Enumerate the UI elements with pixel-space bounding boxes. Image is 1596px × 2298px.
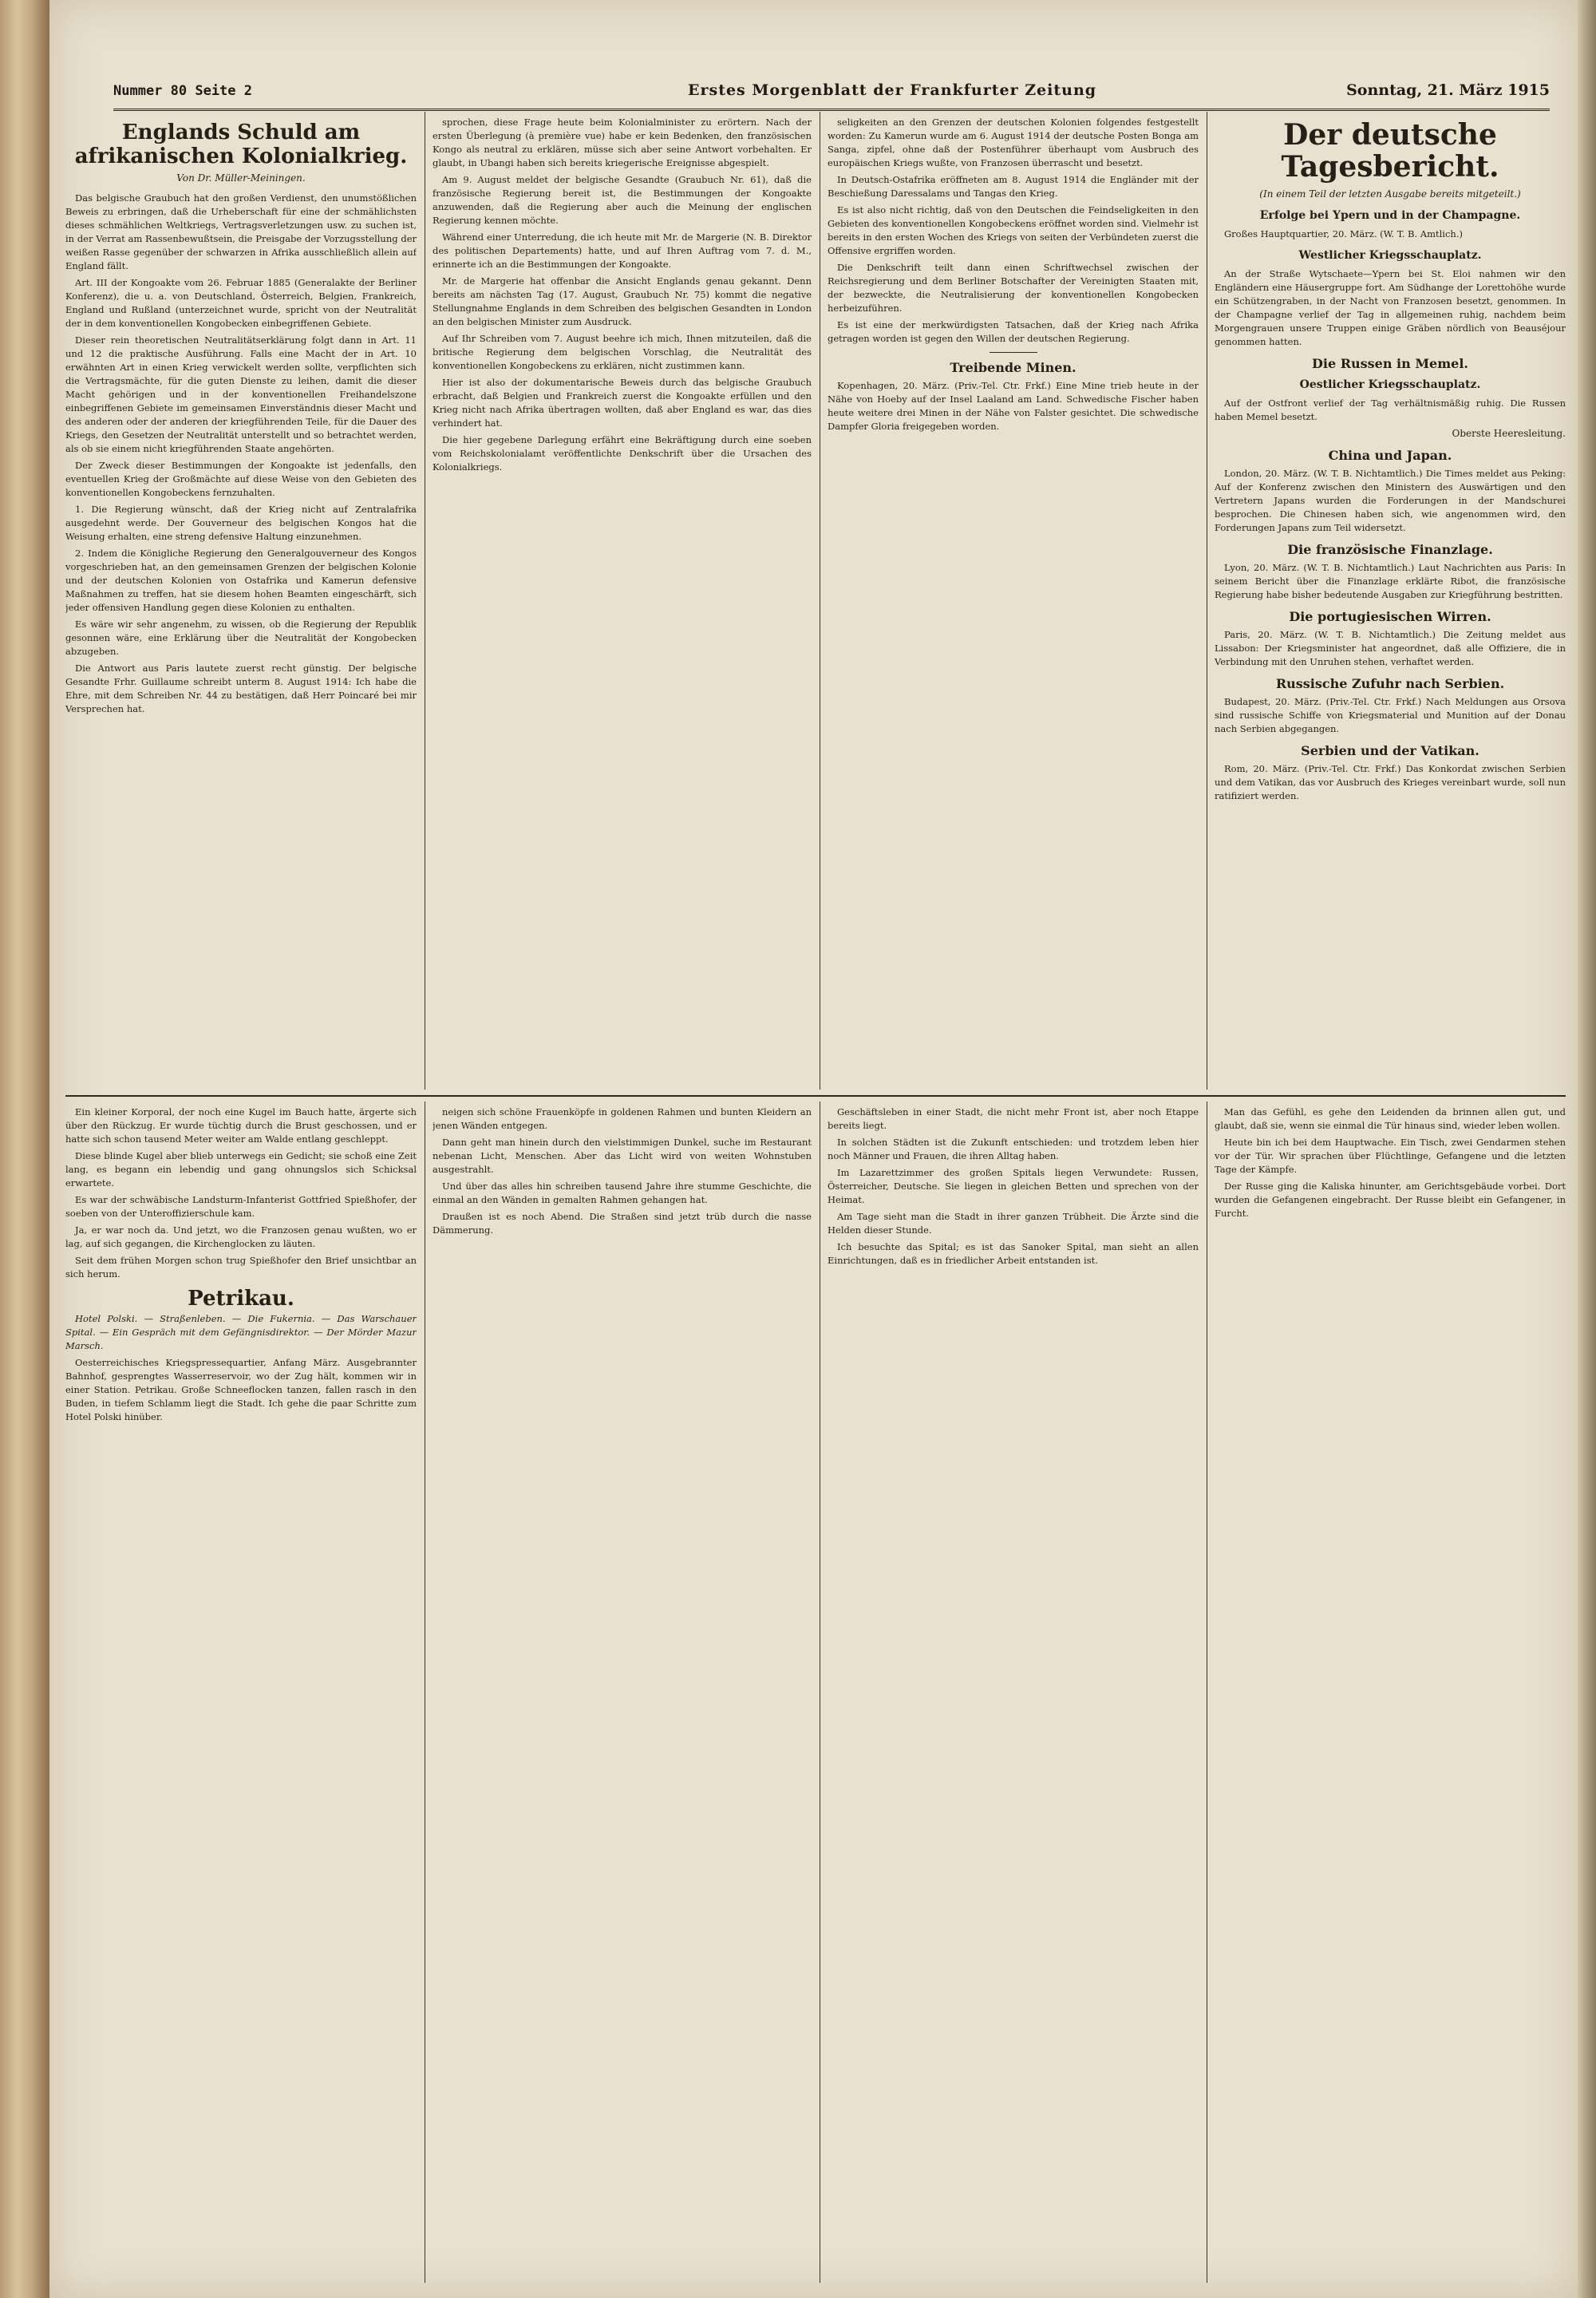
paragraph: Hier ist also der dokumentarische Beweis durch das belgische Graubuch erbracht, daß Belgien und Frankreich zuerst die Kongoakte erfüllen und den Krieg nicht nach Afrika übertragen wollten, daß aber England es war, das dies verhindert hat. — [433, 377, 812, 429]
signature: Oberste Heeresleitung. — [1452, 428, 1566, 439]
paragraph: Auf Ihr Schreiben vom 7. August beehre ich mich, Ihnen mitzuteilen, daß die britische Regierung dem belgischen Vorschlag, die Neutralität des konventionellen Kongobeckens zu erklären, nicht zustimmen kann. — [433, 333, 812, 371]
paragraph: Die Antwort aus Paris lautete zuerst recht günstig. Der belgische Gesandte Frhr. Guillaume schreibt unterm 8. August 1914: Ich habe die Ehre, mit dem Schreiben Nr. 44 zu bestätigen, daß Herr Poincaré bei mir Versprechen hat. — [65, 663, 417, 714]
feuilleton-column-1 — [65, 1105, 417, 2279]
newspaper-page — [49, 0, 1578, 2298]
subheading-portugal: Die portugiesischen Wirren. — [1289, 609, 1491, 624]
paragraph: Die hier gegebene Darlegung erfährt eine Bekräftigung durch eine soeben vom Reichskolonialamt veröffentlichte Denkschrift über die Ursachen des Kolonialkriegs. — [433, 434, 812, 473]
paragraph: Kopenhagen, 20. März. (Priv.-Tel. Ctr. Frkf.) Eine Mine trieb heute in der Nähe von Hoeby auf der Insel Laaland am Land. Schwedische Fischer haben heute weitere drei Minen in der Nähe von Falster gesichtet. Die schwedische Dampfer Gloria freigegeben worden. — [828, 380, 1199, 432]
paragraph: Heute bin ich bei dem Hauptwache. Ein Tisch, zwei Gendarmen stehen vor der Tür. Wir sprachen über Flüchtlinge, Gefangene und die letzten Tage der Kämpfe. — [1215, 1137, 1566, 1175]
paragraph: Man das Gefühl, es gehe den Leidenden da brinnen allen gut, und glaubt, daß sie, wenn sie einmal die Tür hinaus sind, wieder leben wollen. — [1215, 1106, 1566, 1131]
feuilleton-column-3 — [828, 1105, 1199, 2279]
subheading-memel: Die Russen in Memel. — [1312, 356, 1468, 371]
paragraph: Während einer Unterredung, die ich heute mit Mr. de Margerie (N. B. Direktor des politischen Departements) hatte, und auf Ihren Auftrag vom 7. d. M., erinnerte ich an die Bestimmungen der Kongoakte. — [433, 231, 812, 270]
feuilleton-column-2 — [433, 1105, 812, 2279]
book-binding-edge — [0, 0, 51, 2298]
feuilleton-summary: Hotel Polski. — Straßenleben. — Die Fukernia. — Das Warschauer Spital. — Ein Gespräch mit dem Gefängnisdirektor. — Der Mörder Mazur Marsch. — [65, 1313, 417, 1351]
paragraph: Diese blinde Kugel aber blieb unterwegs ein Gedicht; sie schoß eine Zeit lang, es begann ein lebendig und gang ohnungslos sich Schicksal erwartete. — [65, 1150, 417, 1189]
paragraph: Es wäre wir sehr angenehm, zu wissen, ob die Regierung der Republik gesonnen wäre, eine Erklärung über die Neutralität der Kongobecken abzugeben. — [65, 619, 417, 657]
section-divider — [65, 1095, 1566, 1097]
paragraph: Dieser rein theoretischen Neutralitätserklärung folgt dann in Art. 11 und 12 die praktische Ausführung. Falls eine Macht der in Art. 10 erwähnten Art in einen Krieg verwickelt werden sollte, verpflichten sich die Vertragsmächte, für die guten Dienste zu leihen, damit die dieser Macht gehörigen und in der konventionellen Freihandelszone einbegriffenen Gebiete im gemeinsamen Einverständnis dieser Macht und des anderen oder der anderen der kriegführenden Teile, für die Dauer des Kriegs, den Gesetzen der Neutralität unterstellt und so betrachtet werden, als ob sie einem nicht kriegführenden Staate angehörten. — [65, 334, 417, 454]
paragraph: Ja, er war noch da. Und jetzt, wo die Franzosen genau wußten, wo er lag, auf sich gegangen, die Kirchenglocken zu läuten. — [65, 1224, 417, 1249]
article-tagesbericht — [1215, 116, 1566, 1090]
paragraph: Geschäftsleben in einer Stadt, die nicht mehr Front ist, aber noch Etappe bereits liegt. — [828, 1106, 1199, 1131]
issue-date: Sonntag, 21. März 1915 — [1346, 81, 1550, 99]
paragraph: neigen sich schöne Frauenköpfe in goldenen Rahmen und bunten Kleidern an jenen Wänden entgegen. — [433, 1106, 812, 1131]
paragraph: Dann geht man hinein durch den vielstimmigen Dunkel, suche im Restaurant nebenan Licht, Menschen. Aber das Licht wird von weiten Wohnstuben ausgestrahlt. — [433, 1137, 812, 1175]
paragraph: sprochen, diese Frage heute beim Kolonialminister zu erörtern. Nach der ersten Überlegung (à première vue) habe er kein Bedenken, den französischen Kongo als neutral zu erklären, müsse sich aber seine Antwort vorbehalten. Er glaubt, in Ubangi haben sich bereits kriegerische Ereignisse abgespielt. — [433, 117, 812, 168]
article-continuation — [433, 116, 812, 1090]
paragraph: Der Russe ging die Kaliska hinunter, am Gerichtsgebäude vorbei. Dort wurden die Gefangenen eingebracht. Der Russe bleibt ein Gefangener, in Furcht. — [1215, 1181, 1566, 1219]
subheading-vatikan: Serbien und der Vatikan. — [1301, 743, 1479, 758]
feuilleton-title: Petrikau. — [188, 1287, 294, 1311]
paragraph: Auf der Ostfront verlief der Tag verhältnismäßig ruhig. Die Russen haben Memel besetzt. — [1215, 398, 1566, 422]
paragraph: Oesterreichisches Kriegspressequartier, Anfang März. Ausgebrannter Bahnhof, gesprengtes Wasserreservoir, wo der Zug hält, kommen wir in einer Station. Petrikau. Große Schneeflocken tanzen, fallen rasch in den Buden, in tiefem Schlamm liegt die Stadt. Ich gehe die paar Schritte zum Hotel Polski hinüber. — [65, 1357, 417, 1422]
paragraph: Es ist eine der merkwürdigsten Tatsachen, daß der Krieg nach Afrika getragen worden ist gegen den Willen der deutschen Regierung. — [828, 319, 1199, 344]
paragraph: Am 9. August meldet der belgische Gesandte (Graubuch Nr. 61), daß die französische Regierung bereit ist, die Bestimmungen der Kongoakte anzuwenden, daß die Regierung aber auch die Meinung der englischen Regierung kennen möchte. — [433, 174, 812, 226]
article-continuation-2 — [828, 116, 1199, 1090]
article-title: Englands Schuld am afrikanischen Kolonialkrieg. — [74, 121, 408, 168]
adjacent-page-edge — [1578, 0, 1596, 2298]
article-englands-schuld — [65, 116, 417, 1090]
newspaper-name: Erstes Morgenblatt der Frankfurter Zeitung — [688, 81, 1097, 99]
feuilleton-column-4 — [1215, 1105, 1566, 2279]
paragraph: Im Lazarettzimmer des großen Spitals liegen Verwundete: Russen, Österreicher, Deutsche. Sie liegen in gleichen Betten und sprechen von der Heimat. — [828, 1167, 1199, 1205]
subheading-finance: Die französische Finanzlage. — [1287, 542, 1493, 557]
masthead — [113, 80, 1550, 111]
section-title-minen: Treibende Minen. — [950, 360, 1077, 375]
paragraph: seligkeiten an den Grenzen der deutschen Kolonien folgendes festgestellt worden: Zu Kamerun wurde am 6. August 1914 der deutsche Posten Bonga am Sanga, zipfel, ohne daß der Postenführer überhaupt vom Ausbruch des europäischen Kriegs wußte, von Franzosen überrascht und besetzt. — [828, 117, 1199, 168]
paragraph: London, 20. März. (W. T. B. Nichtamtlich.) Die Times meldet aus Peking: Auf der Konferenz zwischen den Ministern des Auswärtigen und den Vertretern Japans wurden die Forderungen in der Mandschurei besprochen. Die Chinesen haben sich, wie angenommen wird, den Forderungen Japans zum Teil widersetzt. — [1215, 468, 1566, 533]
paragraph: Mr. de Margerie hat offenbar die Ansicht Englands genau gekannt. Denn bereits am nächsten Tag (17. August, Graubuch Nr. 75) kommt die negative Stellungnahme Englands in dem Schreiben des belgischen Gesandten in London an den belgischen Minister zum Ausdruck. — [433, 275, 812, 327]
paragraph: In Deutsch-Ostafrika eröffneten am 8. August 1914 die Engländer mit der Beschießung Daressalams und Tangas den Krieg. — [828, 174, 1199, 199]
paragraph: Großes Hauptquartier, 20. März. (W. T. B. Amtlich.) — [1224, 228, 1463, 239]
paragraph: Draußen ist es noch Abend. Die Straßen sind jetzt trüb durch die nasse Dämmerung. — [433, 1211, 812, 1236]
paragraph: Seit dem frühen Morgen schon trug Spießhofer den Brief unsichtbar an sich herum. — [65, 1255, 417, 1280]
article-note: (In einem Teil der letzten Ausgabe bereits mitgeteilt.) — [1259, 188, 1521, 200]
paragraph: Budapest, 20. März. (Priv.-Tel. Ctr. Frkf.) Nach Meldungen aus Orsova sind russische Schiffe von Kriegsmaterial und Munition auf der Donau nach Serbien abgegangen. — [1215, 696, 1566, 734]
subheading-china: China und Japan. — [1328, 448, 1452, 463]
paragraph: Ich besuchte das Spital; es ist das Sanoker Spital, man sieht an allen Einrichtungen, daß es in friedlicher Arbeit entstanden ist. — [828, 1241, 1199, 1266]
paragraph: Und über das alles hin schreiben tausend Jahre ihre stumme Geschichte, die einmal an den Wänden in gemalten Rahmen gehangen hat. — [433, 1181, 812, 1205]
paragraph: An der Straße Wytschaete—Ypern bei St. Eloi nahmen wir den Engländern eine Häusergruppe fort. Am Südhange der Lorettohöhe wurde ein Schützengraben, in der Nacht von Franzosen besetzt, genommen. In der Champagne verlief der Tag in allgemeinen ruhig, nachdem beim Morgengrauen unsere Truppen einige Gräben nördlich von Beauséjour genommen hatten. — [1215, 268, 1566, 347]
page-number: Nummer 80 Seite 2 — [113, 83, 252, 99]
subheading-east: Oestlicher Kriegsschauplatz. — [1299, 378, 1481, 391]
paragraph: Es ist also nicht richtig, daß von den Deutschen die Feindseligkeiten in den Gebieten des konventionellen Kongobeckens eröffnet worden sind. Vielmehr ist bereits in den ersten Wochen des Kriegs von seiten der Verbündeten zuerst die Offensive ergriffen worden. — [828, 204, 1199, 256]
divider — [990, 352, 1037, 353]
paragraph: 2. Indem die Königliche Regierung den Generalgouverneur des Kongos vorgeschrieben hat, an den gemeinsamen Grenzen der belgischen Kolonie und der deutschen Kolonien von Ostafrika und Kamerun defensive Maßnahmen zu treffen, hat sie diesem hohen Beamten eingeschärft, sich jeder offensiven Handlung gegen diese Kolonien zu enthalten. — [65, 548, 417, 613]
article-title: Der deutsche Tagesbericht. — [1281, 118, 1499, 184]
paragraph: Ein kleiner Korporal, der noch eine Kugel im Bauch hatte, ärgerte sich über den Rückzug. Er wurde tüchtig durch die Brust geschossen, und er hatte sich schon tausend Meter weiter am Walde entlang geschleppt. — [65, 1106, 417, 1145]
paragraph: Es war der schwäbische Landsturm-Infanterist Gottfried Spießhofer, der soeben von der Unteroffizierschule kam. — [65, 1194, 417, 1219]
paragraph: Das belgische Graubuch hat den großen Verdienst, den unumstößlichen Beweis zu erbringen, daß die Urheberschaft für eine der schmählichsten dieses schmählichen Weltkriegs, Vertragsverletzungen usw. zu suchen ist, in der Verrat am Rassenbewußtsein, die Preisgabe der Vorzugsstellung der weißen Rasse gegenüber der schwarzen in Afrika ausschließlich allein auf England fällt. — [65, 192, 417, 271]
paragraph: Lyon, 20. März. (W. T. B. Nichtamtlich.) Laut Nachrichten aus Paris: In seinem Bericht über die Finanzlage erklärte Ribot, die französische Regierung habe bisher bedeutende Ausgaben zur Kriegführung bestritten. — [1215, 562, 1566, 600]
subheading-serbien: Russische Zufuhr nach Serbien. — [1275, 676, 1505, 691]
subheading-west: Westlicher Kriegsschauplatz. — [1298, 249, 1482, 262]
paragraph: Paris, 20. März. (W. T. B. Nichtamtlich.) Die Zeitung meldet aus Lissabon: Der Kriegsminister hat angeordnet, daß alle Offiziere, die in Verbindung mit den Unruhen stehen, verhaftet werden. — [1215, 629, 1566, 667]
paragraph: Die Denkschrift teilt dann einen Schriftwechsel zwischen der Reichsregierung und dem Berliner Botschafter der Vereinigten Staaten mit, der bezweckte, die Neutralisierung der konventionellen Kongobecken herbeizuführen. — [828, 262, 1199, 314]
article-byline: Von Dr. Müller-Meiningen. — [176, 172, 306, 184]
paragraph: In solchen Städten ist die Zukunft entschieden: und trotzdem leben hier noch Männer und Frauen, die ihren Alltag haben. — [828, 1137, 1199, 1161]
paragraph: 1. Die Regierung wünscht, daß der Krieg nicht auf Zentralafrika ausgedehnt werde. Der Gouverneur des belgischen Kongos hat die Weisung erhalten, eine streng defensive Haltung einzunehmen. — [65, 504, 417, 542]
subheading: Erfolge bei Ypern und in der Champagne. — [1259, 209, 1521, 222]
paragraph: Rom, 20. März. (Priv.-Tel. Ctr. Frkf.) Das Konkordat zwischen Serbien und dem Vatikan, das vor Ausbruch des Krieges vereinbart wurde, soll nun ratifiziert werden. — [1215, 763, 1566, 801]
paragraph: Art. III der Kongoakte vom 26. Februar 1885 (Generalakte der Berliner Konferenz), die u. a. von Deutschland, Österreich, Belgien, Frankreich, England und Rußland (unterzeichnet wurde, spricht von der Neutralität der in dem konventionellen Kongobecken einbegriffenen Gebiete. — [65, 277, 417, 329]
paragraph: Am Tage sieht man die Stadt in ihrer ganzen Trübheit. Die Ärzte sind die Helden dieser Stunde. — [828, 1211, 1199, 1236]
paragraph: Der Zweck dieser Bestimmungen der Kongoakte ist jedenfalls, den eventuellen Krieg der Großmächte auf diese Weise von den Gebieten des konventionellen Kongobeckens fernzuhalten. — [65, 460, 417, 498]
